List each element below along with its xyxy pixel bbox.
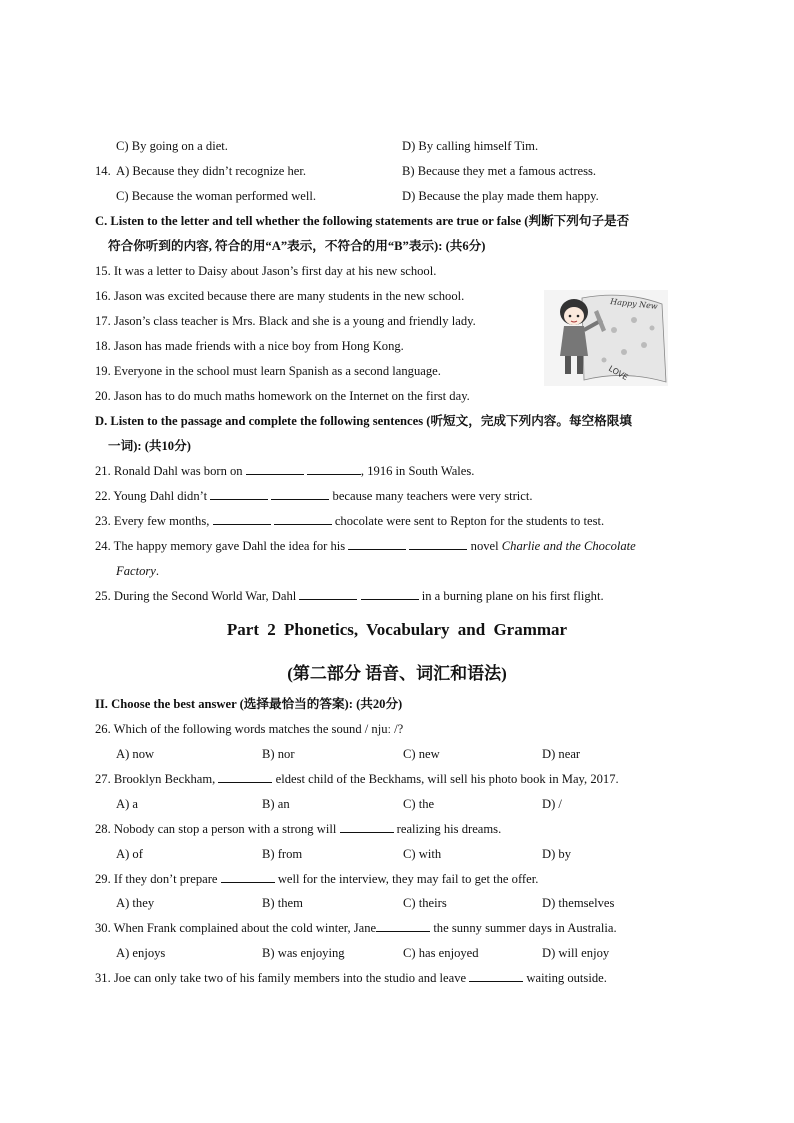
q24-blank-1[interactable] xyxy=(348,538,406,550)
q24-text-mid: novel xyxy=(470,539,499,553)
q13-option-c: C) By going on a diet. xyxy=(116,139,228,153)
q27-option-a[interactable]: A) a xyxy=(116,797,139,811)
q30-blank[interactable] xyxy=(376,920,430,932)
q28-option-c[interactable]: C) with xyxy=(403,847,442,861)
q30-option-a[interactable]: A) enjoys xyxy=(116,946,166,960)
q27-stem xyxy=(95,771,619,787)
q26-option-c[interactable]: C) new xyxy=(403,747,440,761)
q21 xyxy=(95,463,474,479)
section-c-heading-line2: 符合你听到的内容, 符合的用“A”表示，不符合的用“B”表示): (共6分) xyxy=(108,239,486,253)
q25 xyxy=(95,588,604,604)
q30-text-end: the sunny summer days in Australia. xyxy=(433,921,617,935)
q24-blank-2[interactable] xyxy=(409,538,467,550)
q30-stem xyxy=(95,920,617,936)
q22-blank-2[interactable] xyxy=(271,488,329,500)
q14-option-a: A) Because they didn’t recognize her. xyxy=(116,164,307,178)
q26-stem: 26. Which of the following words matches the sound / njuː /? xyxy=(95,722,404,736)
q24-book-title: Charlie and the Chocolate xyxy=(501,539,636,553)
cartoon-girl-illustration xyxy=(544,290,668,386)
statement-19: 19. Everyone in the school must learn Spanish as a second language. xyxy=(95,364,441,378)
q24 xyxy=(95,538,636,554)
q22-text: 22. Young Dahl didn’t xyxy=(95,489,208,503)
q24-text: 24. The happy memory gave Dahl the idea for his xyxy=(95,539,346,553)
picture-caption-bottom: LOVE xyxy=(607,363,630,383)
q28-option-a[interactable]: A) of xyxy=(116,847,143,861)
statement-16: 16. Jason was excited because there are many students in the new school. xyxy=(95,289,465,303)
q27-text: 27. Brooklyn Beckham, xyxy=(95,772,216,786)
q26-option-d[interactable]: D) near xyxy=(542,747,581,761)
statement-20: 20. Jason has to do much maths homework on the Internet on the first day. xyxy=(95,389,470,403)
q27-option-d[interactable]: D) / xyxy=(542,797,562,811)
q29-option-b[interactable]: B) them xyxy=(262,896,303,910)
cartoon-girl-image xyxy=(544,290,668,386)
q21-text-end: , 1916 in South Wales. xyxy=(360,464,475,478)
q31-blank[interactable] xyxy=(469,970,523,982)
q13-option-d: D) By calling himself Tim. xyxy=(402,139,539,153)
q25-text-end: in a burning plane on his first flight. xyxy=(421,589,604,603)
q24-period: . xyxy=(155,564,160,578)
q26-option-b[interactable]: B) nor xyxy=(262,747,295,761)
statement-17: 17. Jason’s class teacher is Mrs. Black and she is a young and friendly lady. xyxy=(95,314,476,328)
statement-15: 15. It was a letter to Daisy about Jason’s first day at his new school. xyxy=(95,264,437,278)
q29-stem xyxy=(95,871,538,887)
q27-option-b[interactable]: B) an xyxy=(262,797,290,811)
q14-option-d: D) Because the play made them happy. xyxy=(402,189,599,203)
q23-blank-1[interactable] xyxy=(213,513,271,525)
q29-option-a[interactable]: A) they xyxy=(116,896,155,910)
q14-option-b: B) Because they met a famous actress. xyxy=(402,164,597,178)
q29-blank[interactable] xyxy=(221,871,275,883)
q29-option-c[interactable]: C) theirs xyxy=(403,896,447,910)
part2-subtitle: (第二部分 语音、词汇和语法) xyxy=(287,664,507,683)
q21-blank-2[interactable] xyxy=(307,463,361,475)
q30-option-b[interactable]: B) was enjoying xyxy=(262,946,345,960)
q22-blank-1[interactable] xyxy=(210,488,268,500)
section-c-heading-line1: C. Listen to the letter and tell whether the following statements are true or false (判断下列句子是否 xyxy=(95,214,630,228)
part2-title: Part 2 Phonetics, Vocabulary and Grammar xyxy=(226,620,568,639)
q31-text-end: waiting outside. xyxy=(526,971,607,985)
section-d-heading-line1: D. Listen to the passage and complete the following sentences (听短文，完成下列内容。每空格限填 xyxy=(95,414,632,428)
q21-blank-1[interactable] xyxy=(246,463,304,475)
section-ii-heading: II. Choose the best answer (选择最恰当的答案): (共20分) xyxy=(95,697,403,711)
q25-blank-1[interactable] xyxy=(299,588,357,600)
q21-text: 21. Ronald Dahl was born on xyxy=(95,464,243,478)
q29-option-d[interactable]: D) themselves xyxy=(542,896,615,910)
q14-number: 14. xyxy=(95,164,111,178)
q28-blank[interactable] xyxy=(340,821,394,833)
q23-text-end: chocolate were sent to Repton for the students to test. xyxy=(334,514,605,528)
q28-text: 28. Nobody can stop a person with a strong will xyxy=(95,822,337,836)
statement-18: 18. Jason has made friends with a nice boy from Hong Kong. xyxy=(95,339,404,353)
q22 xyxy=(95,488,533,504)
q25-text: 25. During the Second World War, Dahl xyxy=(95,589,297,603)
q27-text-end: eldest child of the Beckhams, will sell his photo book in May, 2017. xyxy=(275,772,619,786)
q29-text-end: well for the interview, they may fail to get the offer. xyxy=(277,872,539,886)
q31-stem xyxy=(95,970,607,986)
q31-text: 31. Joe can only take two of his family members into the studio and leave xyxy=(95,971,467,985)
q29-text: 29. If they don’t prepare xyxy=(95,872,218,886)
q25-blank-2[interactable] xyxy=(361,588,419,600)
q14-option-c: C) Because the woman performed well. xyxy=(116,189,317,203)
q30-option-c[interactable]: C) has enjoyed xyxy=(403,946,479,960)
q27-option-c[interactable]: C) the xyxy=(403,797,435,811)
q30-text: 30. When Frank complained about the cold winter, Jane xyxy=(95,921,377,935)
q22-text-end: because many teachers were very strict. xyxy=(332,489,533,503)
q23-blank-2[interactable] xyxy=(274,513,332,525)
q24-line2 xyxy=(116,563,159,579)
q28-option-b[interactable]: B) from xyxy=(262,847,303,861)
section-d-heading-line2: 一词): (共10分) xyxy=(108,439,191,453)
q27-blank[interactable] xyxy=(218,771,272,783)
picture-caption-top: Happy New xyxy=(609,297,659,311)
q28-option-d[interactable]: D) by xyxy=(542,847,572,861)
q23-text: 23. Every few months, xyxy=(95,514,210,528)
q23 xyxy=(95,513,604,529)
q30-option-d[interactable]: D) will enjoy xyxy=(542,946,610,960)
q26-option-a[interactable]: A) now xyxy=(116,747,155,761)
q28-text-end: realizing his dreams. xyxy=(396,822,502,836)
q24-book-title-end: Factory xyxy=(116,564,156,578)
q28-stem xyxy=(95,821,501,837)
